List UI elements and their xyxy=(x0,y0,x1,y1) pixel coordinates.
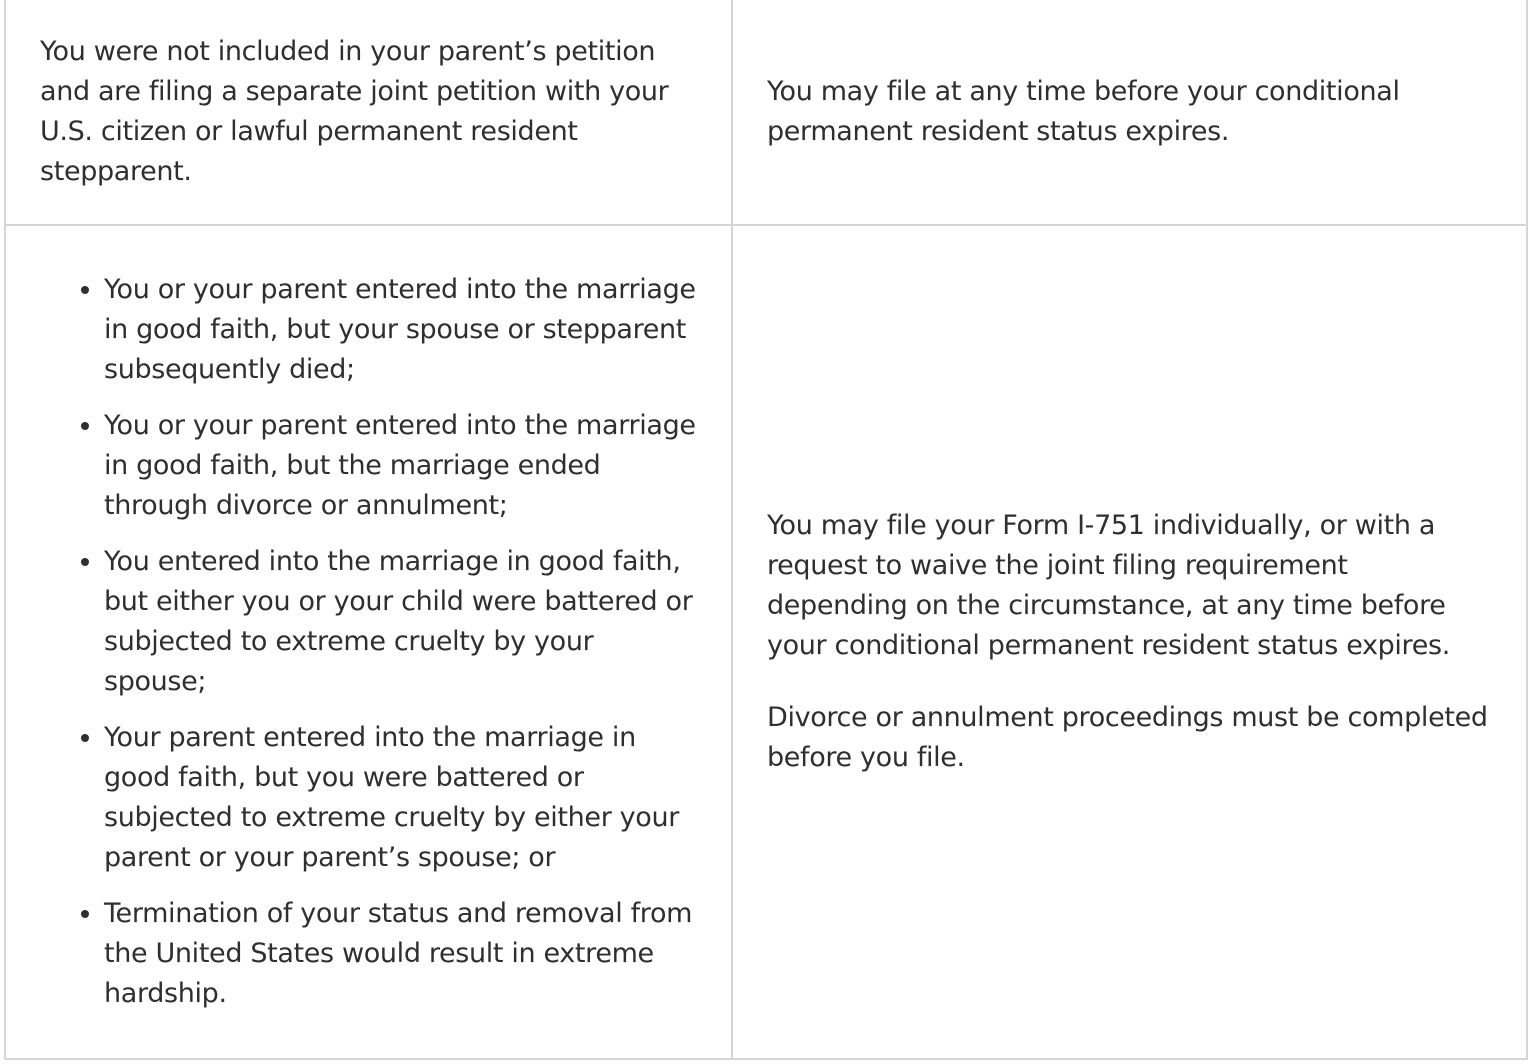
when-to-file-text: You may file at any time before your conditional permanent resident status expires. xyxy=(767,76,1400,147)
list-item: • You or your parent entered into the marriage in good faith, but your spouse or stepparent subsequently died; xyxy=(104,270,703,390)
when-to-file-cell xyxy=(732,225,1527,1059)
filing-requirements-table xyxy=(4,0,1528,1060)
condition-cell xyxy=(5,225,732,1059)
list-item: • Termination of your status and removal from the United States would result in extreme hardship. xyxy=(104,894,703,1014)
list-item: • You or your parent entered into the marriage in good faith, but the marriage ended through divorce or annulment; xyxy=(104,406,703,526)
table-row xyxy=(5,0,1527,225)
condition-text: You were not included in your parent’s petition and are filing a separate joint petition with your U.S. citizen or lawful permanent resident stepparent. xyxy=(40,36,669,187)
list-item: • You entered into the marriage in good faith, but either you or your child were battered or subjected to extreme cruelty by your spouse; xyxy=(104,542,703,702)
condition-list xyxy=(40,270,703,1014)
when-to-file-cell xyxy=(732,0,1527,225)
condition-cell xyxy=(5,0,732,225)
list-item: • Your parent entered into the marriage in good faith, but you were battered or subjected to extreme cruelty by either your parent or your parent’s spouse; or xyxy=(104,718,703,878)
when-to-file-text: You may file your Form I-751 individually, or with a request to waive the joint filing requirement depending on the circumstance, at any time before your conditional permanent resident status expires. xyxy=(767,510,1450,661)
divorce-note-text: Divorce or annulment proceedings must be completed before you file. xyxy=(767,702,1488,773)
table-row xyxy=(5,225,1527,1059)
